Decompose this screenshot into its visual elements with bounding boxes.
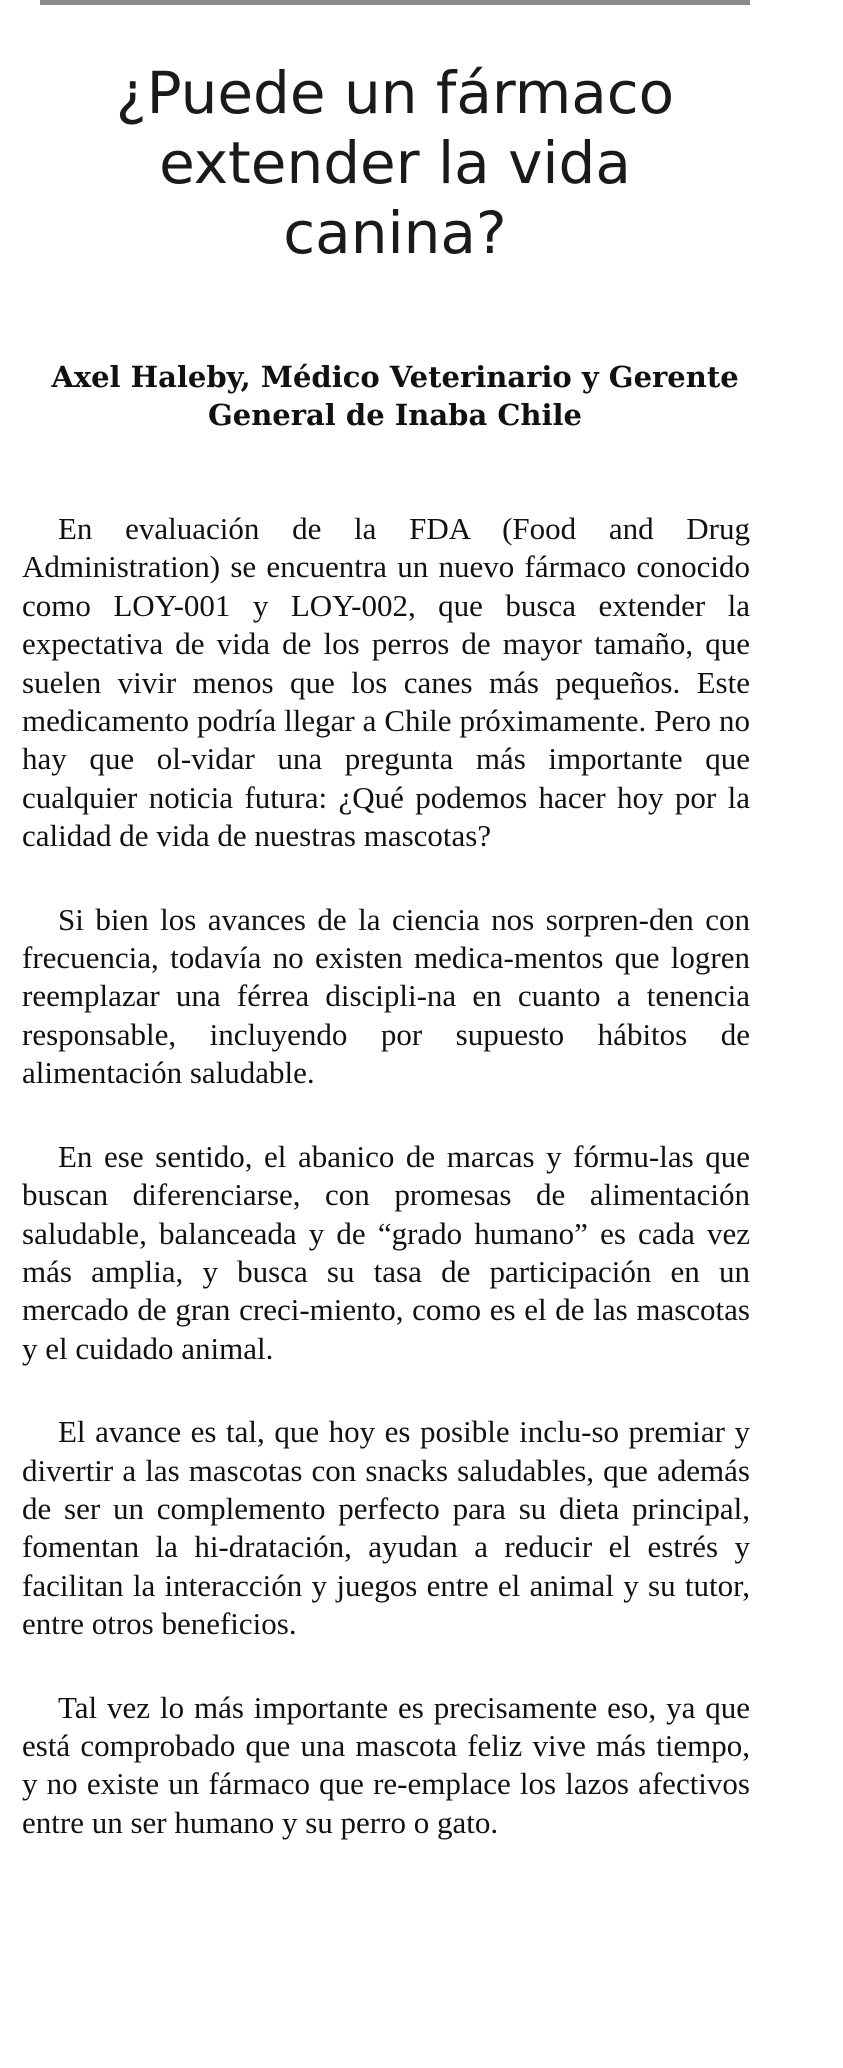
article-byline: Axel Haleby, Médico Veterinario y Gerente General de Inaba Chile	[51, 360, 739, 432]
article-paragraph-4: El avance es tal, que hoy es posible inclu-so premiar y divertir a las mascotas con snacks saludables, que además de ser un complemento perfecto para su dieta principal, fomentan la hi-dratación, ayudan a reducir el estrés y facilitan la interacción y juegos entre el animal y su tutor, entre otros beneficios.	[22, 1414, 750, 1642]
article-paragraph-2: Si bien los avances de la ciencia nos sorpren-den con frecuencia, todavía no existen medica-mentos que logren reemplazar una férrea discipli-na en cuanto a tenencia responsable, incluyendo por supuesto hábitos de alimentación saludable.	[22, 901, 750, 1091]
article-paragraph-5: Tal vez lo más importante es precisamente eso, ya que está comprobado que una mascota feliz vive más tiempo, y no existe un fármaco que re-emplace los lazos afectivos entre un ser humano y su perro o gato.	[22, 1689, 750, 1840]
article-paragraph-3: En ese sentido, el abanico de marcas y fórmu-las que buscan diferenciarse, con promesas de alimentación saludable, balanceada y de “grado humano” es cada vez más amplia, y busca su tasa de participación en un mercado de gran creci-miento, como es el de las mascotas y el cuidado animal.	[22, 1138, 750, 1366]
top-divider	[40, 0, 750, 5]
article-headline: ¿Puede un fármaco extender la vida canina?	[115, 59, 675, 267]
article-paragraph-1: En evaluación de la FDA (Food and Drug Administration) se encuentra un nuevo fármaco conocido como LOY-001 y LOY-002, que busca extender la expectativa de vida de los perros de mayor tamaño, que suelen vivir menos que los canes más pequeños. Este medicamento podría llegar a Chile próximamente. Pero no hay que ol-vidar una pregunta más importante que cualquier noticia futura: ¿Qué podemos hacer hoy por la calidad de vida de nuestras mascotas?	[22, 511, 750, 854]
article-body	[22, 510, 750, 1887]
